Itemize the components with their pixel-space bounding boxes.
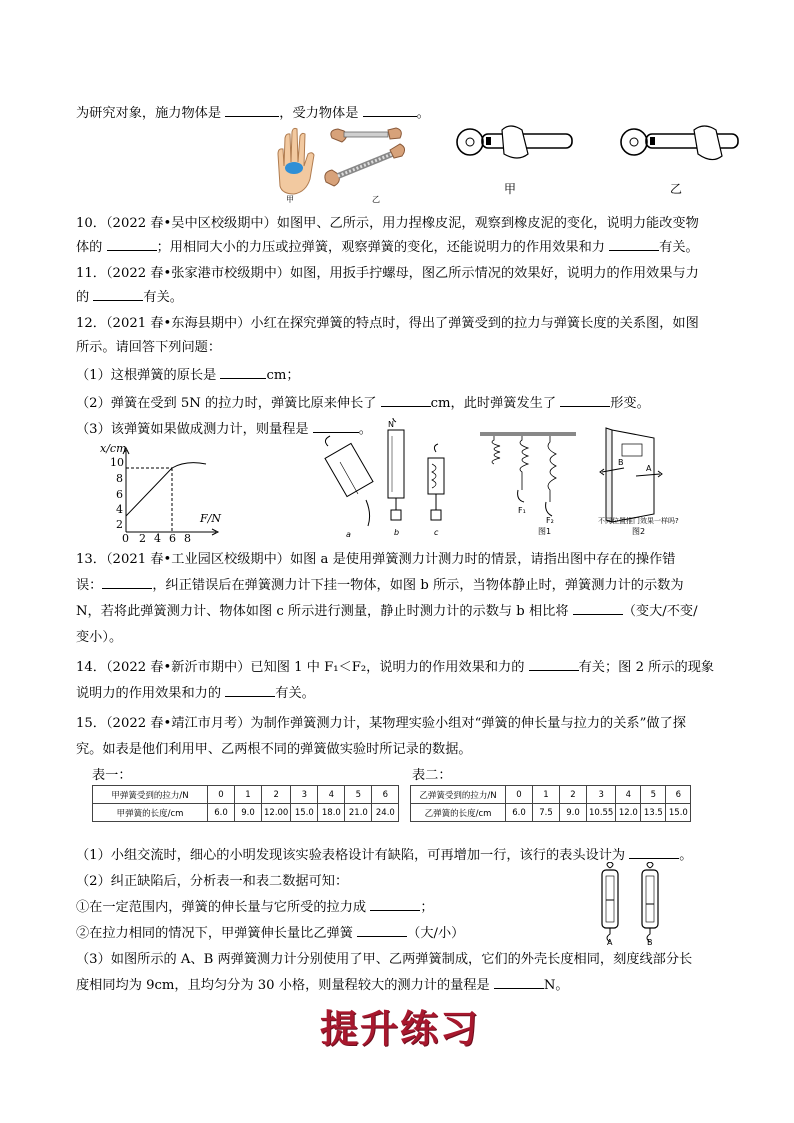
question-14-line1: 14．（2022 春•新沂市期中）已知图 1 中 F₁＜F₂，说明力的作用效果和力的 有关；图 2 所示的现象 (76, 656, 714, 675)
meter-a-icon (602, 862, 618, 942)
answer-blank[interactable] (107, 237, 157, 251)
intro-line: 为研究对象，施力物体是 ，受力物体是 。 (76, 102, 430, 121)
table-row: 甲弹簧的长度/cm 6.0 9.0 12.00 15.0 18.0 21.0 24.0 (93, 804, 399, 822)
answer-blank[interactable] (529, 657, 579, 671)
figure-ab-meters: A B (594, 862, 670, 946)
question-15-line2: 究。如表是他们利用甲、乙两根不同的弹簧做实验时所记录的数据。 (76, 742, 472, 757)
answer-blank[interactable] (220, 365, 266, 379)
table-1 (92, 785, 399, 822)
hand-clay-spring-wrench-illustration (272, 124, 790, 202)
question-10-line2: 体的 ；用相同大小的力压或拉弹簧，观察弹簧的变化，还能说明力的作用效果和力 有关。 (76, 236, 699, 255)
question-12-line1: 12．（2021 春•东海县期中）小红在探究弹簧的特点时，得出了弹簧受到的拉力与弹簧长度的关系图，如图 (76, 316, 699, 331)
answer-blank[interactable] (560, 393, 610, 407)
spring-stretch-icon (331, 128, 401, 142)
question-11-line1: 11．（2022 春•张家港市校级期中）如图，用扳手拧螺母，图乙所示情况的效果好，说明力的作用效果与力 (76, 266, 699, 281)
spring-2-icon (518, 436, 528, 502)
question-15-sub1: （1）小组交流时，细心的小明发现该实验表格设计有缺陷，可再增加一行，该行的表头设计为 。 (76, 844, 692, 863)
answer-blank[interactable] (629, 845, 679, 859)
figure-1-springs: F₁ F₂ 图1 (478, 430, 578, 538)
answer-blank[interactable] (363, 103, 417, 117)
answer-blank[interactable] (573, 601, 623, 615)
wrench-jia-icon (457, 126, 572, 158)
table-row: 乙弹簧受到的拉力/N 0 1 2 3 4 5 6 (411, 786, 691, 804)
question-10-line1: 10．（2022 春•吴中区校级期中）如图甲、乙所示，用力捏橡皮泥，观察到橡皮泥的变化，说明力能改变物 (76, 216, 699, 231)
question-15-sub3-line1: （3）如图所示的 A、B 两弹簧测力计分别使用了甲、乙两弹簧制成，它们的外壳长度相同，刻度线部分长 (76, 952, 693, 967)
table-row: 甲弹簧受到的拉力/N 0 1 2 3 4 5 6 (93, 786, 399, 804)
question-15-sub2: （2）纠正缺陷后，分析表一和表二数据可知： (76, 874, 349, 889)
answer-blank[interactable] (494, 975, 544, 989)
question-15-sub3-line2: 度相同均为 9cm，且均匀分为 30 小格，则量程较大的测力计的量程是 N。 (76, 974, 569, 993)
question-12-sub3: （3）该弹簧如果做成测力计，则量程是 。 (76, 418, 372, 437)
answer-blank[interactable] (381, 393, 431, 407)
figure-spring-meters: N a b c (320, 418, 455, 538)
hand-with-clay-icon (278, 128, 314, 194)
table-row: 乙弹簧的长度/cm 6.0 7.5 9.0 10.55 12.0 13.5 15.0 (411, 804, 691, 822)
section-title: 提升练习 (320, 1006, 481, 1051)
figure-2-door: B A 不同位置推门效果一样吗? 图2 (596, 424, 686, 538)
meter-b-icon (642, 862, 658, 942)
table-2 (410, 785, 691, 822)
question-15-sub2-1: ①在一定范围内，弹簧的伸长量与它所受的拉力成 ； (76, 896, 434, 915)
question-14-line2: 说明力的作用效果和力的 有关。 (76, 682, 315, 701)
question-12-line2: 所示。请回答下列问题： (76, 340, 222, 355)
answer-blank[interactable] (93, 287, 143, 301)
spring-1-icon (492, 436, 500, 464)
spring-compress-icon (325, 144, 405, 186)
question-11-line2: 的 有关。 (76, 286, 183, 305)
answer-blank[interactable] (225, 103, 279, 117)
question-15-sub2-2: ②在拉力相同的情况下，甲弹簧伸长量比乙弹簧 （大/小） (76, 922, 464, 941)
answer-blank[interactable] (357, 923, 407, 937)
table-2-label: 表二： (412, 768, 452, 783)
answer-blank[interactable] (370, 897, 420, 911)
question-12-sub1: （1）这根弹簧的原长是 cm； (76, 364, 300, 383)
wrench-yi-icon (621, 126, 738, 160)
question-13-line2: 误： ，纠正错误后在弹簧测力计下挂一物体，如图 b 所示，当物体静止时，弹簧测力计的示数为 (76, 574, 684, 593)
question-15-line1: 15．（2022 春•靖江市月考）为制作弹簧测力计，某物理实验小组对“弹簧的伸长量与拉力的关系”做了探 (76, 716, 686, 731)
figure-top: 甲 乙 甲 乙 (272, 124, 790, 202)
answer-blank[interactable] (609, 237, 659, 251)
spring-3-icon (546, 436, 556, 516)
spring-length-graph: x/cm 10 8 6 4 2 F/N 0 2 4 6 8 (96, 442, 226, 542)
meter-b-icon (388, 418, 404, 520)
table-1-label: 表一： (92, 768, 132, 783)
spring-meter-illustration (320, 418, 455, 538)
ab-meters-illustration (594, 862, 670, 946)
question-13-line4: 变小）。 (76, 630, 123, 645)
hanging-springs-illustration (478, 430, 578, 538)
answer-blank[interactable] (225, 683, 275, 697)
question-12-sub2: （2）弹簧在受到 5N 的拉力时，弹簧比原来伸长了 cm，此时弹簧发生了 形变。 (76, 392, 650, 411)
meter-a-icon (325, 436, 373, 526)
meter-c-icon (428, 444, 444, 520)
answer-blank[interactable] (102, 575, 152, 589)
question-13-line1: 13．（2021 春•工业园区校级期中）如图 a 是使用弹簧测力计测力时的情景，请指出图中存在的操作错 (76, 552, 676, 567)
question-13-line3: N，若将此弹簧测力计、物体如图 c 所示进行测量，静止时测力计的示数与 b 相比将 （变大/不变/ (76, 600, 698, 619)
